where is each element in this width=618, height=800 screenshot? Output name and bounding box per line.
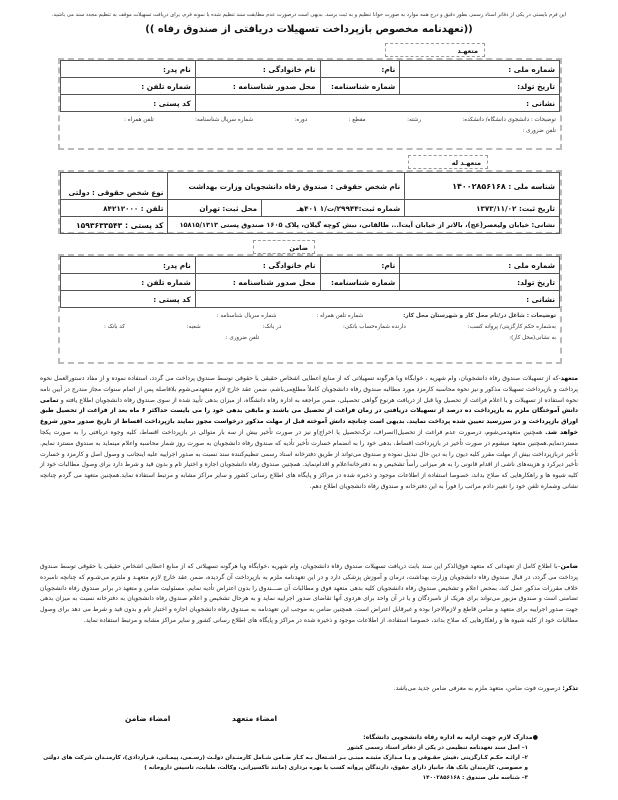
obligor-signature: امضاء متعهد [232, 714, 278, 723]
obligee-reg-number: شماره ثبت:۲۹۹۴۴/ت/۱ ۴۰۱هـ [262, 200, 405, 217]
guarantor-last-name[interactable]: نام خانوادگی : [195, 257, 320, 274]
obligor-bold-text: تمامی دانش آموختگان ملزم به بازپرداخت ده درصد از تسهیلات دریافتی در زمان فراغت از تحصیل می باشند و مابقی بدهی خود را می بایست حداکثر ۶ ماه بعد از فراغت از تحصیل طبق اوراق بازپرداخت و در سررسید تعیین شده پرداخت نمایند. بدیهی است چنانچه دانش آموخته قبل از مهلت مذکور درخواست مجوز نمایند بازپرداخت اقساط از تاریخ صدور مجوز شروع خواهد شد. [40, 396, 578, 436]
obligee-address: نشانی: خیابان ولیعصر(عج)، بالاتر از خیابان آیت‌ا... طالقانی، نبش کوچه گیلان، پلاک ۱۶۰۵ صندوق پستی ۱۵۸۱۵/۱۳۱۳ [168, 217, 560, 234]
obligee-reg-place: محل ثبت: تهران [168, 200, 262, 217]
obligor-notes-emergency-phone[interactable]: تلفن ضروری : [522, 127, 556, 134]
obligor-address[interactable]: نشانی : [195, 95, 559, 112]
guarantor-birth-date[interactable]: تاریخ تولد: [400, 274, 560, 291]
guarantor-id-number[interactable]: شماره شناسنامه: [320, 274, 400, 291]
guarantor-section-label: ضامن [253, 240, 315, 254]
obligor-national-id[interactable]: شماره ملی : [400, 61, 560, 78]
document-title: ((تعهدنامه مخصوص بازپرداخت تسهیلات دریافتی از صندوق رفاه )) [145, 24, 473, 35]
required-document-item: ۳– شناسه ملی صندوق : ۱۴۰۰۲۸۵۶۱۶۸ [422, 775, 528, 781]
obligee-national-id-value: ۱۴۰۰۲۸۵۶۱۶۸ [452, 181, 506, 191]
guarantor-notes-branch[interactable]: شعبه: [186, 323, 201, 330]
obligor-text-2: همچنین متعهدمی‌شوم، درصورت عدم فراغت از تحصیل(انصراف، ترک‌تحصیل یا اخراج)و نیز در صورت تأخیر بیش از سه بار متوالی در بازپرداخت اقساط، کلیه وجوه دریافتی را به صورت یکجا مستردنمایم.همچنین متعهد میشوم در صورت تأخیر در بازپرداخت اقساط، بدهی خود را به انضمام خسارت تأخیر تأدیه که صندوق رفاه دانشجویان به صورت روز شمار محاسبه واعلام مینماید به صندوق مسترد نمایم. تأخیر دربازپرداخت بیش از مهلت مقرر کلیه دیون را به دین حال تبدیل نموده و صندوق می‌تواند از طریق دفترخانه اسناد رسمی تنظیم‌کننده سند نسبت به صدور اجراییه علیه اینجانب و وصول اصل و کارمزد و خسارت تأخیر دیرکرد و هزینه‌های ناشی از اقدام قانونی را به هر میزانی رأساً تشخیص و به دفترخانه‌اعلام و اقدام‌نماید. همچنین صندوق رفاه دانشجویان اجازه و اختیار تام و بدون قید و شرط دارد برای وصول مطالبات خود از کلیه شیوه ها و راهکارهایی که صلاح بداند، خصوصا استفاده از اطلاعات موجود و ذخیره شده در مراکز و پایگاه های اطلاع رسانی کشور و سایر مراکز مشابه و مرتبط استفاده نماید.همچنین متعهد می گردم چنانچه نشانی وشماره تلفن خود را تغییر دادم مراتب را فوراً به این دفترخانه و صندوق رفاه دانشجویان اطلاع دهم. [40, 428, 578, 490]
obligee-box [58, 170, 562, 234]
guarantor-national-id[interactable]: شماره ملی : [400, 257, 560, 274]
obligor-birth-date[interactable]: تاریخ تولد: [400, 78, 560, 95]
signatures [0, 714, 618, 728]
obligee-phone: تلفن : ۸۴۲۱۲۰۰۰ [61, 200, 168, 217]
obligor-text-1: -که از تسهیلات صندوق رفاه دانشجویان، وام شهریه ، خوابگاه ویا هرگونه تسهیلاتی که از منابع اعطایی اشخاص حقیقی یا حقوقی توسط صندوق پرداخت می گردد، استفاده نموده و از مفاد دستورالعمل نحوه پرداخت و بازپرداخت تسهیلات مذکور و نیز نحوه محاسبه کارمزد مورد مطالبه صندوق رفاه دانشجویان کاملاً مطلع‌می‌باشم، ضمن عقد خارج لازم متعهدمی‌شوم بلافاصله پس از اتمام سنوات مجاز مندرج در آیین نامه نحوه استفاده از تسهیلات و یا اعلام فراغت از تحصیل ویا قبل از دریافت هرنوع گواهی تحصیلی، ضمن مراجعه به اداره رفاه دانشگاه، از میزان بدهی تأیید شده از سوی صندوق رفاه دانشجویان اطلاع یافته و [40, 375, 579, 404]
guarantor-father-name[interactable]: نام پدر: [61, 257, 196, 274]
obligor-id-number[interactable]: شماره شناسنامه: [320, 78, 400, 95]
guarantor-text: –با اطلاع کامل از تعهداتی که متعهد فوق‌الذکر این سند بابت دریافت تسهیلات صندوق رفاه دانشجویان، وام شهریه ،خوابگاه ویا هرگونه تسهیلاتی که از منابع اعطایی اشخاص حقیقی یا حقوقی توسط صندوق پرداخت می گردد، در قبال صندوق رفاه دانشجویان وزارت بهداشت، درمان و آموزش پزشکی دارد و در این تعهدنامه ملزم به بازپرداخت آن گردیده، ضمن عقد خارج لازم متعهـد و ملتزم می‌شـوم که چنانچه نامبرده خلاف مقررات مذکور عمل کند، بمحض اعلام و تشخیص صندوق رفاه دانشجویان کلیه بدهی متعهد فوق و مطالبات آن صـــندوق را بدون اعتراض تأدیه نمایم. مسئولیت ضامن و متعهد در برابر صندوق رفاه دانشجویان تضامنی است و صندوق مزبور می‌تواند برای هریک از نامبردگان و یا در آن واحد برای هردوی آنها تقاضای صدور اجراییه نماید و به هرحال تشخیص و اعلام صندوق رفاه دانشجویان به دفترخانه نسبت به میزان بدهی جهت صدور اجراییه برای متعهد و ضامن قاطع و لازم‌الاجرا بوده و غیرقابل اعتراض است. همچنین ضامن به موجب این تعهدنامه به صندوق رفاه دانشجویان اجازه و اختیار تام و بدون قید و شرط می دهد برای وصول مطالبات خود از کلیه شیوه ها و راهکارهایی که صلاح بداند، خصوصا استفاده، از اطلاعات موجود و ذخیره شده در مراکز و پایگاه های اطلاع رسانی کشور و سایر مراکز مشابه و مرتبط استفاده نماید. [40, 563, 578, 624]
obligor-id-issue-place[interactable]: محل صدور شناسنامه : [195, 78, 320, 95]
obligor-notes-level[interactable]: مقطع : [348, 116, 366, 123]
required-document-item: ۲– ارائـه حکـم کـارگزینی ،فیش حقـوقی و یـا مـدارک مثبتـه مبنـی بـر اشـتغال بـه کـار ضـامن شـامل کارمنـدان دولـت (رسـمی، پیمـانی، قـراردادی)، کارمنـدان شرکت های دولتی و خصوصی، کارمندان بانک ها، جانباز دارای حقوق، دارندگان پروانه کسب یا بهره برداری (مانند تاکسیرانی، وکالت، طبابت، تاسیس داروخانه ) [43, 755, 528, 771]
guarantor-phone[interactable]: شماره تلفن : [61, 274, 196, 291]
obligor-table [60, 60, 560, 112]
guarantor-notes-license[interactable]: به‌شماره حکم کارگزینی/ پروانه کسب: [467, 323, 556, 330]
guarantor-notes-description[interactable]: توضیحات : شاغل در/نام محل کار و شهرستان محل کار: [403, 312, 556, 319]
obligor-father-name[interactable]: نام پدر: [61, 61, 196, 78]
obligor-postal-code[interactable]: کد پستی : [61, 95, 196, 112]
note-paragraph [40, 684, 578, 695]
obligee-section-label: متعهـد له [408, 155, 488, 169]
note-heading: تذکر: [562, 685, 578, 692]
guarantor-notes-work-address[interactable]: به نشانی(محل کار): [509, 334, 556, 341]
guarantor-commitment-paragraph [40, 562, 578, 627]
guarantor-notes-bank[interactable]: در بانک: [262, 323, 282, 330]
obligor-notes-id-serial[interactable]: شماره سریال شناسنامه: [195, 116, 254, 123]
obligor-section-label: متعهـد [385, 43, 485, 57]
guarantor-notes-id-serial[interactable]: شماره سریال شناسنامه : [216, 312, 277, 319]
required-documents-heading: ●مدارک لازم جهت ارایه به اداره رفاه دانشجویی دانشگاه: [363, 734, 538, 741]
guarantor-id-issue-place[interactable]: محل صدور شناسنامه : [195, 274, 320, 291]
required-document-item: ۱– اصل سند تعهدنامه تنظیمی در یکی از دفاتر اسناد رسمی کشور [347, 745, 528, 751]
obligee-postal-code: کد پستی : ۱۵۹۳۶۳۳۵۴۳ [61, 217, 168, 234]
obligor-commitment-paragraph [40, 374, 578, 493]
obligor-box [58, 58, 562, 150]
guarantor-notes [60, 308, 560, 345]
obligor-notes-course[interactable]: دوره: [294, 116, 308, 123]
guarantor-notes-bank-code[interactable]: کد بانک : [104, 323, 125, 330]
obligor-notes-description[interactable]: توضیحات : دانشجوی دانشگاه/ دانشکده: [462, 116, 556, 123]
guarantor-box [58, 254, 562, 364]
note-text: درصورت فوت ضامن، متعهد ملزم به معرفی ضامن جدید می‌باشد. [393, 685, 561, 692]
required-documents [40, 733, 538, 783]
obligee-table [60, 172, 560, 234]
guarantor-postal-code[interactable]: کد پستی : [61, 291, 196, 308]
guarantor-notes-emergency-phone[interactable]: تلفن ضروری : [225, 334, 260, 341]
guarantor-signature: امضاء ضامن [125, 714, 171, 723]
obligee-legal-type: نوع شخص حقوقی : دولتی [61, 173, 168, 200]
obligor-notes [60, 112, 560, 138]
obligee-legal-name: نام شخص حقوقی : صندوق رفاه دانشجویان وزارت بهداشت [168, 173, 405, 200]
guarantor-notes-account-holder[interactable]: دارنده شماره‌حساب بانکی: [343, 323, 406, 330]
guarantor-notes-mobile[interactable]: شماره تلفن همراه : [316, 312, 364, 319]
obligee-national-id: شناسه ملی : ۱۴۰۰۲۸۵۶۱۶۸ [405, 173, 560, 200]
header-notice: این فرم بایستی در یکی از دفاتر اسناد رسمی بطور دقیق و درج همه موارد به صورت خوانا تنظیم و به ثبت برسد. بدیهی است درصورت عدم مطابقت سند تنظیم شده با نمونه فرم، برای دریافت تسهیلات موقف به تنظیم مجدد سند می باشید. [51, 12, 567, 18]
obligor-heading: متعهد [560, 375, 578, 382]
guarantor-address[interactable]: نشانی : [195, 291, 559, 308]
obligor-last-name[interactable]: نام خانوادگی : [195, 61, 320, 78]
obligor-notes-mobile[interactable]: تلفن همراه : [124, 116, 154, 123]
obligee-reg-date: تاریخ ثبت: ۱۳۷۳/۱۱/۰۲ [405, 200, 560, 217]
obligor-phone[interactable]: شماره تلفن : [61, 78, 196, 95]
guarantor-table [60, 256, 560, 308]
guarantor-heading: ضامن [560, 563, 578, 570]
obligor-notes-major[interactable]: رشته: [407, 116, 422, 123]
guarantor-first-name[interactable]: نام: [320, 257, 400, 274]
obligor-first-name[interactable]: نام: [320, 61, 400, 78]
